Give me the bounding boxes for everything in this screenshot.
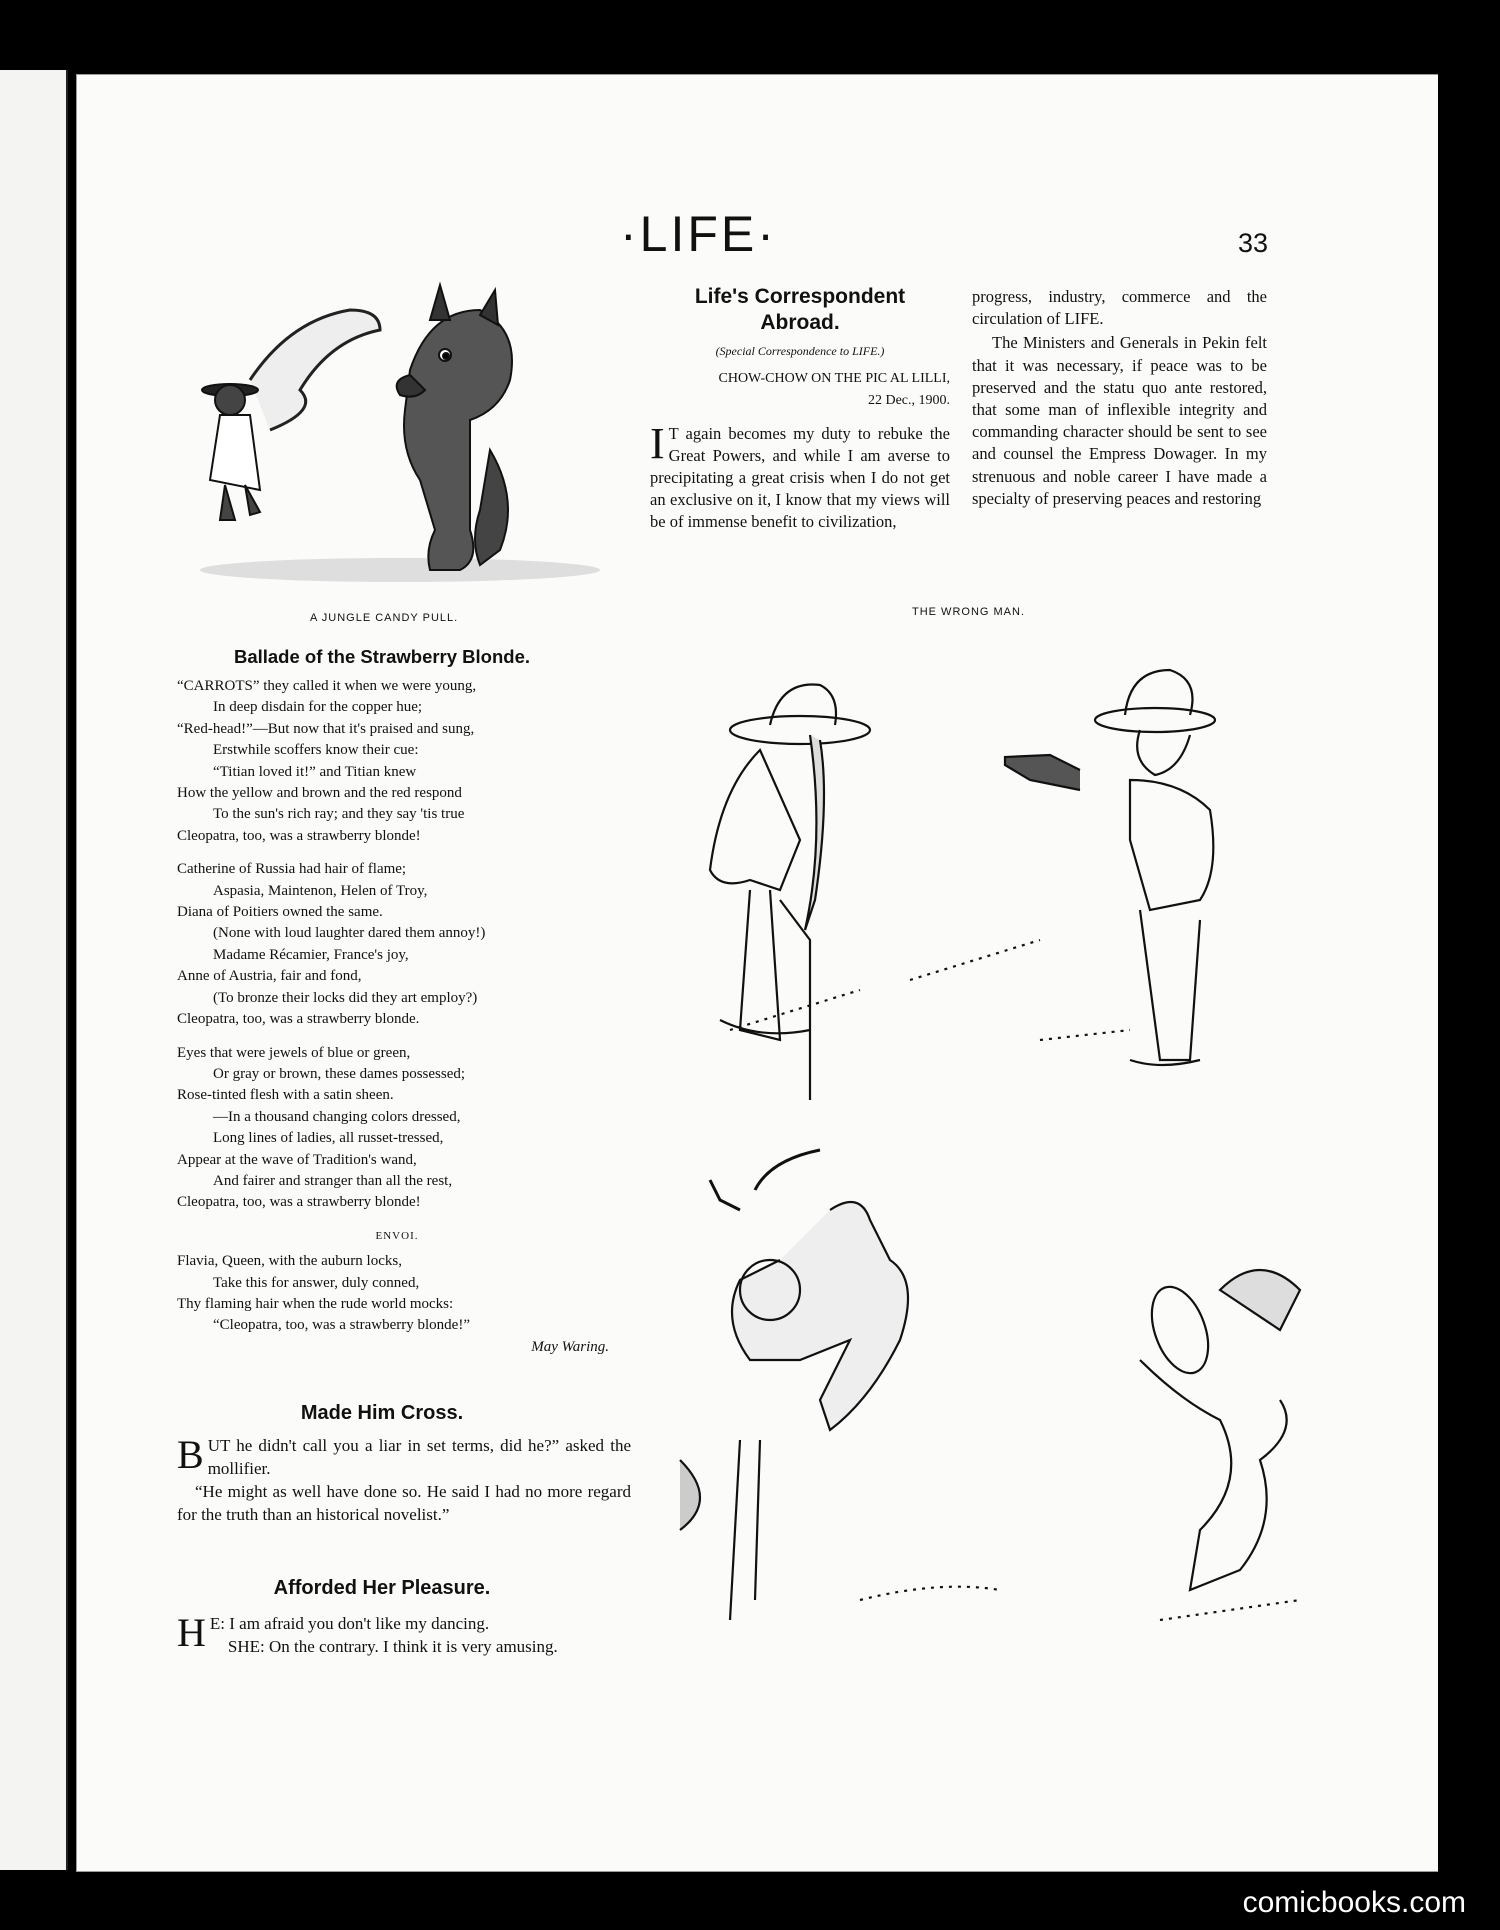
dateline-date: 22 Dec., 1900. (867, 393, 950, 409)
poem-line: Anne of Austria, fair and fond, (177, 968, 362, 985)
made-him-cross-title: Made Him Cross. (300, 1402, 464, 1424)
afforded-her-pleasure-text (177, 1612, 631, 1658)
poem-line: Or gray or brown, these dames possessed; (213, 1065, 466, 1082)
correspondent-col2-para2: The Ministers and Generals in Pekin felt that it was necessary, if peace was to be preserved and the statu quo ante restored, that some man of inflexible integrity and commanding character should be sent to see and counsel the Empress Dowager. In my strenuous and noble career I have made a specialty of preserving peaces and restoring (972, 333, 1267, 508)
poem-line: Thy flaming hair when the rude world mocks: (177, 1295, 454, 1312)
poem-line: Appear at the wave of Tradition's wand, (177, 1151, 417, 1168)
poem-line: (To bronze their locks did they art employ?) (213, 989, 478, 1006)
scan-border (1438, 0, 1500, 1930)
correspondent-subtitle: (Special Correspondence to LIFE.) (715, 344, 885, 358)
poem-line: “Titian loved it!” and Titian knew (213, 763, 417, 780)
poem-line: Take this for answer, duly conned, (213, 1274, 420, 1291)
correspondent-paragraph-1 (650, 418, 950, 534)
poem-line: Madame Récamier, France's joy, (213, 946, 409, 963)
masthead: ·LIFE· (620, 206, 777, 262)
poem-line: In deep disdain for the copper hue; (213, 699, 423, 716)
poem-line: Long lines of ladies, all russet-tressed, (213, 1130, 444, 1147)
ballade-title: Ballade of the Strawberry Blonde. (233, 646, 531, 667)
ballade-stanza-3 (177, 1043, 617, 1214)
poem-line: Catherine of Russia had hair of flame; (177, 861, 407, 878)
watermark: comicbooks.com (1242, 1886, 1466, 1919)
drop-cap-h: H (177, 1610, 206, 1655)
jungle-candy-pull-illustration (180, 280, 620, 590)
pleasure-text-1: E: I am afraid you don't like my dancing. (209, 1614, 490, 1633)
drop-cap-b: B (177, 1432, 204, 1477)
poem-line: “CARROTS” they called it when we were young, (177, 678, 477, 694)
correspondent-column-1 (650, 284, 950, 534)
correspondent-column-2 (972, 286, 1267, 510)
poem-line: “Red-head!”—But now that it's praised and sung, (177, 720, 475, 737)
poem-line: (None with loud laughter dared them annoy!) (213, 925, 486, 942)
ballade-author: May Waring. (531, 1338, 609, 1355)
correspondent-para1-text: T again becomes my duty to rebuke the Great Powers, and while I am averse to precipitating a great crisis when I do not get an exclusive on it, I know that my views will be of immense benefit to civilization, (650, 423, 950, 532)
pleasure-text-2: SHE: On the contrary. I think it is very amusing. (227, 1637, 558, 1656)
poem-line: How the yellow and brown and the red respond (177, 785, 462, 802)
poem-line: Flavia, Queen, with the auburn locks, (177, 1253, 402, 1270)
poem-line: Aspasia, Maintenon, Helen of Troy, (213, 882, 428, 899)
correspondent-col2-para1: progress, industry, commerce and the circulation of LIFE. (972, 287, 1267, 329)
cross-text-1: UT he didn't call you a liar in set terms, did he?” asked the mollifier. (207, 1436, 631, 1478)
wrong-man-illustration (660, 640, 1340, 1680)
page-number: 33 (1238, 228, 1269, 258)
ballade-envoi (177, 1251, 617, 1337)
ballade-poem (177, 676, 617, 1358)
poem-line: To the sun's rich ray; and they say 'tis true (213, 806, 465, 823)
poem-line: Eyes that were jewels of blue or green, (177, 1044, 411, 1061)
poem-line: Cleopatra, too, was a strawberry blonde. (177, 1011, 420, 1028)
poem-line: Cleopatra, too, was a strawberry blonde! (177, 1194, 421, 1211)
jungle-candy-pull-caption: A JUNGLE CANDY PULL. (310, 612, 459, 624)
poem-line: Cleopatra, too, was a strawberry blonde! (177, 827, 421, 844)
poem-line: Diana of Poitiers owned the same. (177, 904, 383, 921)
ballade-stanza-2 (177, 859, 617, 1030)
poem-line: Erstwhile scoffers know their cue: (213, 742, 419, 759)
made-him-cross-text (177, 1434, 631, 1526)
ballade-stanza-1 (177, 676, 617, 847)
drop-cap-i: I (650, 418, 665, 468)
poem-line: And fairer and stranger than all the rest, (213, 1172, 453, 1189)
poem-line: —In a thousand changing colors dressed, (213, 1108, 461, 1125)
poem-line: “Cleopatra, too, was a strawberry blonde!” (213, 1317, 470, 1334)
cross-text-2: “He might as well have done so. He said I had no more regard for the truth than an historical novelist.” (177, 1482, 631, 1524)
envoi-heading: ENVOI. (375, 1229, 419, 1242)
facing-page-edge (0, 70, 68, 1870)
dateline-place: CHOW-CHOW ON THE PIC AL LILLI, (718, 371, 950, 387)
wrong-man-caption: THE WRONG MAN. (912, 606, 1025, 618)
correspondent-title: Life's Correspondent Abroad. (694, 285, 906, 334)
poem-line: Rose-tinted flesh with a satin sheen. (177, 1087, 394, 1104)
afforded-her-pleasure-title: Afforded Her Pleasure. (273, 1577, 491, 1599)
